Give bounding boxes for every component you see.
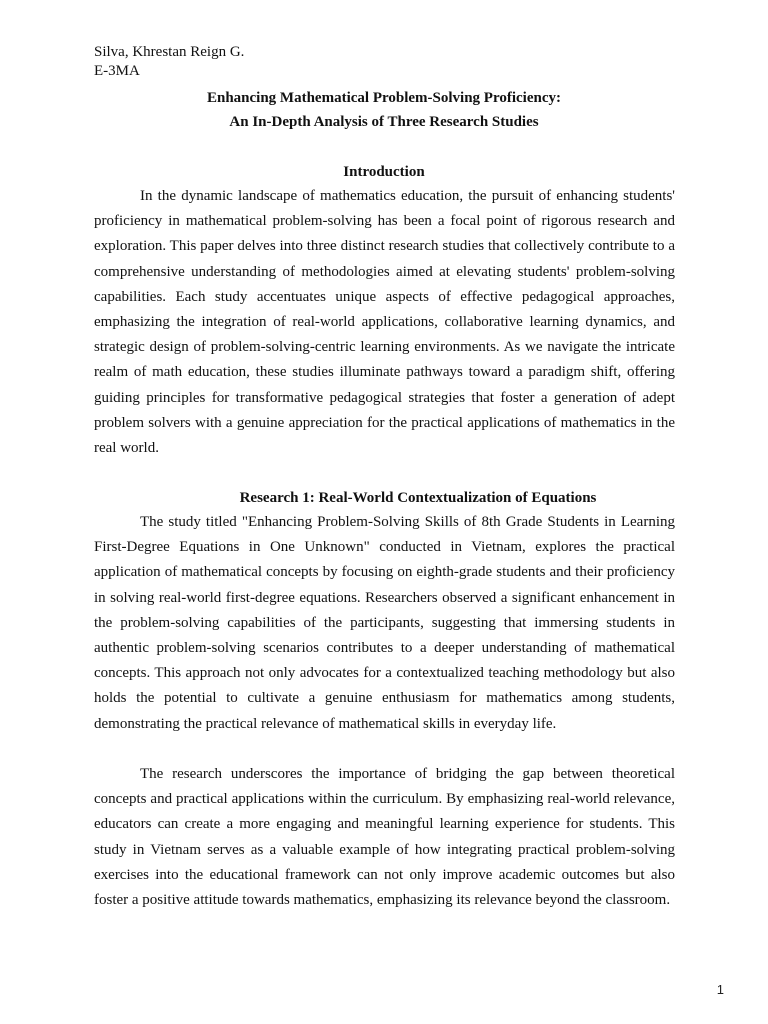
document-title-line-1: Enhancing Mathematical Problem-Solving Proficiency:: [206, 90, 561, 106]
introduction-heading: Introduction: [343, 164, 425, 180]
research-1-paragraph-1: The study titled "Enhancing Problem-Solving Skills of 8th Grade Students in Learning First-Degree Equations in One Unknown" conducted in Vietnam, explores the practical application of mathematical concepts by focusing on eighth-grade students and their proficiency in solving real-world first-degree equations. Researchers observed a significant enhancement in the problem-solving capabilities of the participants, suggesting that immersing students in authentic problem-solving scenarios contributes to a deeper understanding of mathematical concepts. This approach not only advocates for a contextualized teaching methodology but also holds the potential to cultivate a genuine enthusiasm for mathematics among students, demonstrating the practical relevance of mathematical skills in everyday life.: [94, 514, 675, 732]
document-title-line-2: An In-Depth Analysis of Three Research Studies: [229, 114, 539, 130]
page-number: 1: [716, 982, 724, 997]
author-block: [94, 43, 244, 81]
class-section: E-3MA: [94, 63, 140, 79]
research-1-heading: Research 1: Real-World Contextualization of Equations: [239, 490, 597, 506]
research-1-paragraph-2: The research underscores the importance of bridging the gap between theoretical concepts and practical applications within the curriculum. By emphasizing real-world relevance, educators can create a more engaging and meaningful learning experience for students. This study in Vietnam serves as a valuable example of how integrating practical problem-solving exercises into the educational framework can not only improve academic outcomes but also foster a positive attitude towards mathematics, emphasizing its relevance beyond the classroom.: [94, 766, 675, 909]
author-name: Silva, Khrestan Reign G.: [94, 44, 245, 60]
introduction-paragraph: In the dynamic landscape of mathematics education, the pursuit of enhancing students' proficiency in mathematical problem-solving has been a focal point of rigorous research and exploration. This paper delves into three distinct research studies that collectively contribute to a comprehensive understanding of methodologies aimed at elevating students' problem-solving capabilities. Each study accentuates unique aspects of effective pedagogical approaches, emphasizing the integration of real-world applications, collaborative learning dynamics, and strategic design of problem-solving-centric learning environments. As we navigate the intricate realm of math education, these studies illuminate pathways toward a paradigm shift, offering guiding principles for transformative pedagogical strategies that foster a generation of adept problem solvers with a genuine appreciation for the practical applications of mathematics in the real world.: [94, 188, 675, 457]
